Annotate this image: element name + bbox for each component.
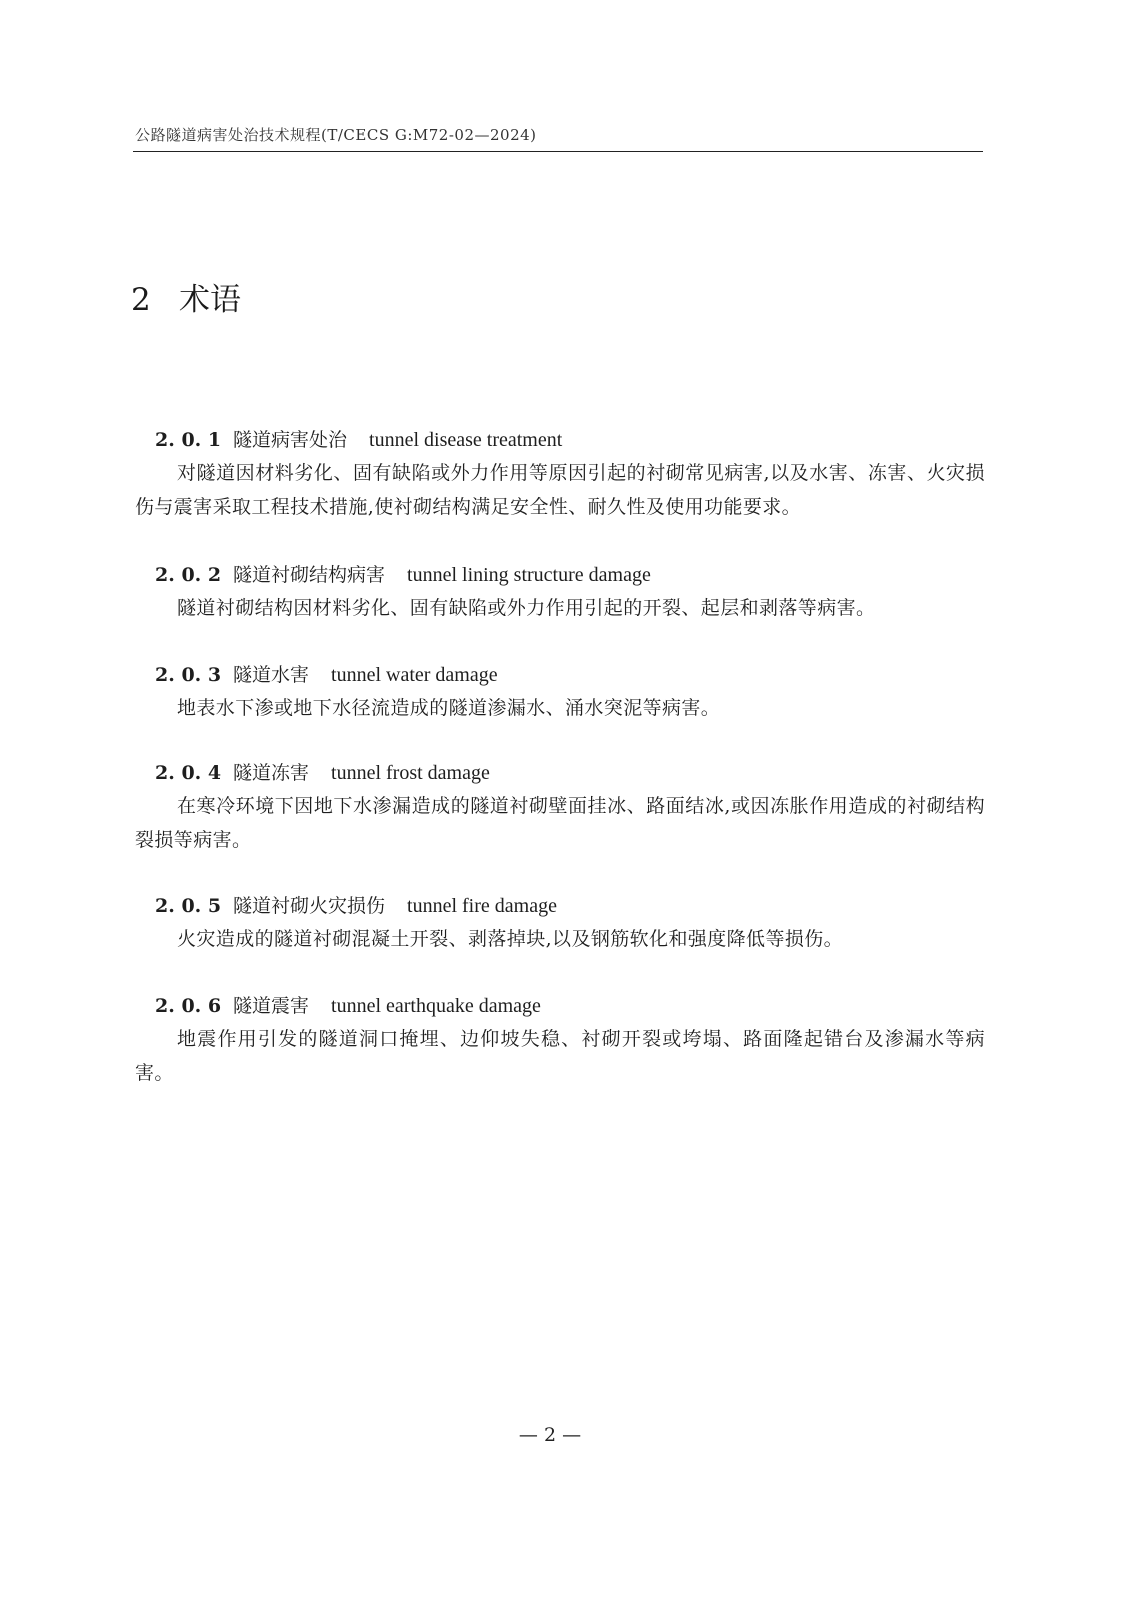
term-chinese: 隧道震害 [233,995,310,1017]
term-entry [135,659,985,725]
term-english: tunnel frost damage [331,762,490,784]
chapter-name: 术语 [179,282,241,318]
term-entry [135,424,985,524]
term-english: tunnel water damage [331,664,498,686]
term-english: tunnel disease treatment [369,429,563,451]
term-chinese: 隧道水害 [233,664,310,686]
term-entry [135,559,985,625]
chapter-title [131,280,241,320]
term-number: 2. 0. 2 [155,564,222,586]
term-heading [135,559,985,591]
term-heading [135,424,985,456]
term-definition: 对隧道因材料劣化、固有缺陷或外力作用等原因引起的衬砌常见病害,以及水害、冻害、火灾损伤与震害采取工程技术措施,使衬砌结构满足安全性、耐久性及使用功能要求。 [135,462,985,518]
term-entry [135,757,985,857]
term-number: 2. 0. 6 [155,995,222,1017]
term-definition: 隧道衬砌结构因材料劣化、固有缺陷或外力作用引起的开裂、起层和剥落等病害。 [177,597,876,619]
term-chinese: 隧道衬砌结构病害 [233,564,386,586]
term-heading [135,757,985,789]
term-chinese: 隧道衬砌火灾损伤 [233,895,386,917]
term-definition: 地表水下渗或地下水径流造成的隧道渗漏水、涌水突泥等病害。 [177,697,721,719]
running-header: 公路隧道病害处治技术规程(T/CECS G:M72-02—2024) [135,126,537,144]
term-definition: 火灾造成的隧道衬砌混凝土开裂、剥落掉块,以及钢筋软化和强度降低等损伤。 [177,928,844,950]
term-definition: 地震作用引发的隧道洞口掩埋、边仰坡失稳、衬砌开裂或垮塌、路面隆起错台及渗漏水等病害。 [135,1028,985,1084]
term-number: 2. 0. 3 [155,664,222,686]
term-english: tunnel fire damage [407,895,557,917]
term-heading [135,890,985,922]
term-chinese: 隧道冻害 [233,762,310,784]
term-chinese: 隧道病害处治 [233,429,348,451]
term-number: 2. 0. 5 [155,895,222,917]
term-number: 2. 0. 4 [155,762,222,784]
term-definition: 在寒冷环境下因地下水渗漏造成的隧道衬砌壁面挂冰、路面结冰,或因冻胀作用造成的衬砌结构裂损等病害。 [135,795,985,851]
term-english: tunnel earthquake damage [331,995,541,1017]
term-number: 2. 0. 1 [155,429,222,451]
term-heading [135,990,985,1022]
term-heading [135,659,985,691]
header-rule [133,151,983,152]
term-english: tunnel lining structure damage [407,564,651,586]
page-number: — 2 — [518,1424,582,1446]
term-entry [135,990,985,1090]
chapter-number: 2 [131,282,151,318]
term-entry [135,890,985,956]
